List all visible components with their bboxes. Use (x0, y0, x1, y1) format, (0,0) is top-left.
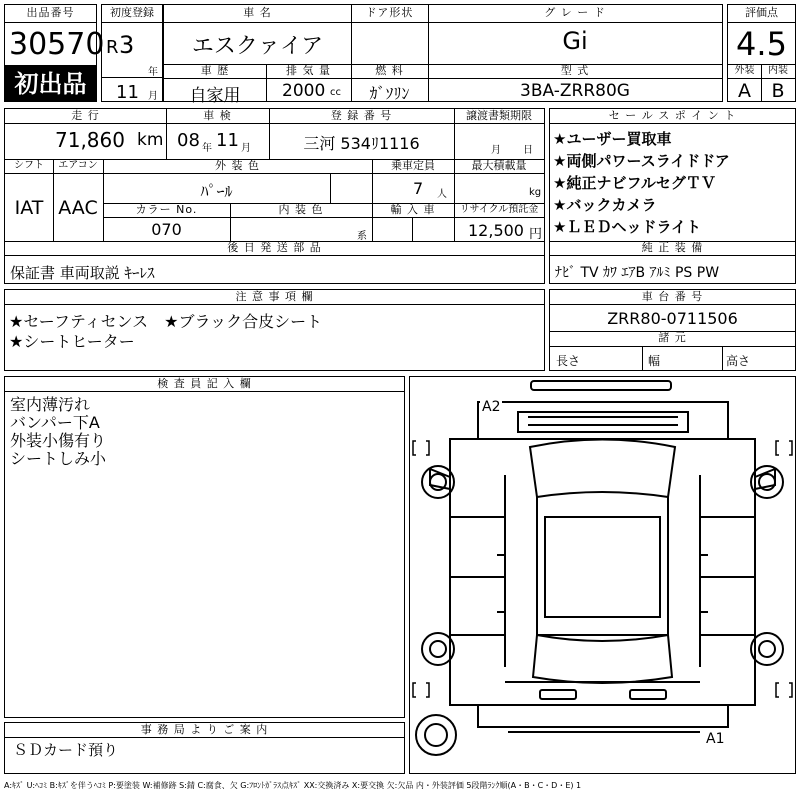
height-label: 高さ (726, 354, 751, 368)
mileage-label: 走 行 (71, 109, 100, 122)
door-label: ドア形状 (365, 6, 414, 19)
capacity-unit: 人 (437, 189, 447, 200)
chassis-box (549, 289, 796, 371)
first-reg-year: 3 (119, 31, 135, 59)
exterior-color-value: ﾊﾟｰﾙ (200, 182, 233, 201)
inspection-month: 11 (216, 130, 239, 151)
office-box (4, 722, 405, 774)
notes-box (4, 289, 545, 371)
recycle-unit: 円 (529, 227, 543, 242)
office-title: 事 務 局 よ り ご 案 内 (140, 723, 269, 736)
sales-points-title: セ ー ル ス ポ イ ン ト (608, 109, 737, 122)
transfer-month-unit: 月 (491, 145, 501, 156)
lot-number-label: 出品番号 (26, 6, 75, 19)
office-note: ＳＤカード預り (13, 741, 119, 759)
inspector-note: バンパー下A (10, 413, 100, 432)
interior-grade-label: 内装 (768, 65, 788, 76)
history-value: 自家用 (189, 86, 241, 106)
inspector-note: 室内薄汚れ (10, 395, 91, 414)
shift-label: シフト (14, 160, 44, 171)
legend-text: A:ｷｽﾞ U:ﾍｺﾐ B:ｷｽﾞを伴うﾍｺﾐ P:要塗装 W:補修跡 S:錆 C:腐食、欠 G:ﾌﾛﾝﾄｶﾞﾗｽ点ｷｽﾞ XX:交換済み X:要交換 欠:欠品 内・外装評価 5段階ﾗﾝｸ順(A・B・C・D・E) 1 (4, 781, 582, 790)
max-load-unit: kg (529, 187, 542, 198)
sales-points-box (549, 108, 796, 284)
first-registration-label: 初度登録 (110, 6, 154, 19)
plate-label: 登 録 番 号 (330, 109, 393, 122)
first-listing-badge: 初出品 (4, 66, 97, 102)
import-label: 輸 入 車 (390, 203, 436, 216)
inspection-label: 車 検 (203, 109, 232, 122)
inspection-year: 08 (177, 130, 200, 151)
damage-mark-a2: A2 (482, 399, 501, 415)
shift-value: IAT (14, 197, 44, 219)
score-label: 評価点 (745, 6, 778, 19)
model-label: 型 式 (560, 64, 590, 77)
exterior-grade-label: 外装 (734, 65, 755, 76)
dimensions-label: 諸 元 (658, 331, 687, 344)
displacement-value: 2000 (282, 81, 326, 101)
vehicle-info-box (163, 4, 723, 106)
era: R (106, 37, 119, 58)
plate-value: 三河 534ﾘ1116 (303, 134, 420, 153)
notes-title: 注 意 事 項 欄 (235, 290, 314, 303)
interior-color-label: 内 装 色 (278, 203, 324, 216)
sales-point: ★純正ナビフルセグＴＶ (553, 174, 716, 192)
exterior-grade: A (738, 80, 751, 102)
color-no-label: カラー No. (135, 203, 198, 216)
notes-line: ★シートヒーター (9, 332, 135, 351)
lot-number-box (4, 4, 105, 66)
equipment-value: ﾅﾋﾞ TV ｶﾜ ｴｱB ｱﾙﾐ PS PW (555, 265, 720, 281)
later-parts-label: 後 日 発 送 部 品 (227, 241, 322, 254)
capacity-label: 乗車定員 (391, 159, 435, 172)
year-unit: 年 (148, 67, 158, 78)
car-outline-diagram (410, 377, 795, 773)
recycle-label: リサイクル預託金 (459, 204, 539, 215)
recycle-value: 12,500 (468, 221, 524, 240)
chassis-number: ZRR80-0711506 (607, 309, 738, 328)
fuel-value: ｶﾞｿﾘﾝ (369, 84, 410, 103)
inspector-note: 外装小傷有り (10, 431, 107, 450)
capacity-value: 7 (413, 179, 424, 198)
lot-number: 30570 (9, 27, 105, 62)
damage-mark-a1: A1 (706, 731, 725, 747)
first-reg-month: 11 (116, 82, 139, 103)
length-label: 長さ (556, 354, 581, 368)
displacement-label: 排 気 量 (286, 64, 331, 77)
vehicle-details-grid (4, 108, 545, 284)
notes-line: ★セーフティセンス ★ブラック合皮シート (9, 312, 323, 331)
history-label: 車 歴 (200, 64, 230, 77)
inspector-note: シートしみ小 (10, 449, 107, 468)
transfer-day-unit: 日 (523, 145, 533, 156)
model-value: 3BA-ZRR80G (520, 81, 630, 101)
sales-point: ★バックカメラ (553, 196, 657, 214)
sales-point: ★ＬＥＤヘッドライト (553, 218, 701, 236)
sales-point: ★両側パワースライドドア (553, 152, 730, 170)
displacement-unit: cc (330, 87, 341, 98)
inspection-year-unit: 年 (202, 143, 212, 154)
score-value: 4.5 (736, 25, 787, 63)
score-box (727, 4, 796, 102)
grade-value: Gi (562, 27, 588, 55)
grade-label: グ レ ー ド (544, 6, 606, 19)
color-no-value: 070 (151, 220, 182, 239)
mileage-unit: km (137, 130, 164, 150)
inspection-month-unit: 月 (241, 143, 251, 154)
interior-grade: B (771, 80, 785, 102)
interior-color-unit: 系 (357, 231, 367, 242)
exterior-color-label: 外 装 色 (215, 159, 260, 172)
inspector-box (4, 376, 405, 718)
max-load-label: 最大積載量 (471, 159, 527, 172)
equipment-label: 純 正 装 備 (641, 241, 704, 254)
fuel-label: 燃 料 (375, 64, 404, 77)
inspector-title: 検 査 員 記 入 欄 (157, 377, 252, 390)
damage-diagram-box (409, 376, 796, 774)
first-registration-box (101, 4, 163, 102)
transfer-deadline-label: 譲渡書類期限 (466, 109, 532, 122)
car-name: エスクァイア (191, 34, 324, 59)
chassis-label: 車 台 番 号 (641, 290, 704, 303)
later-parts-value: 保証書 車両取説 ｷｰﾚｽ (10, 264, 155, 282)
sales-point: ★ユーザー買取車 (553, 130, 672, 148)
width-label: 幅 (648, 354, 661, 368)
ac-value: AAC (58, 197, 98, 219)
ac-label: エアコン (58, 160, 98, 171)
car-name-label: 車 名 (243, 6, 272, 19)
month-unit: 月 (148, 91, 158, 102)
mileage-value: 71,860 (55, 128, 125, 152)
